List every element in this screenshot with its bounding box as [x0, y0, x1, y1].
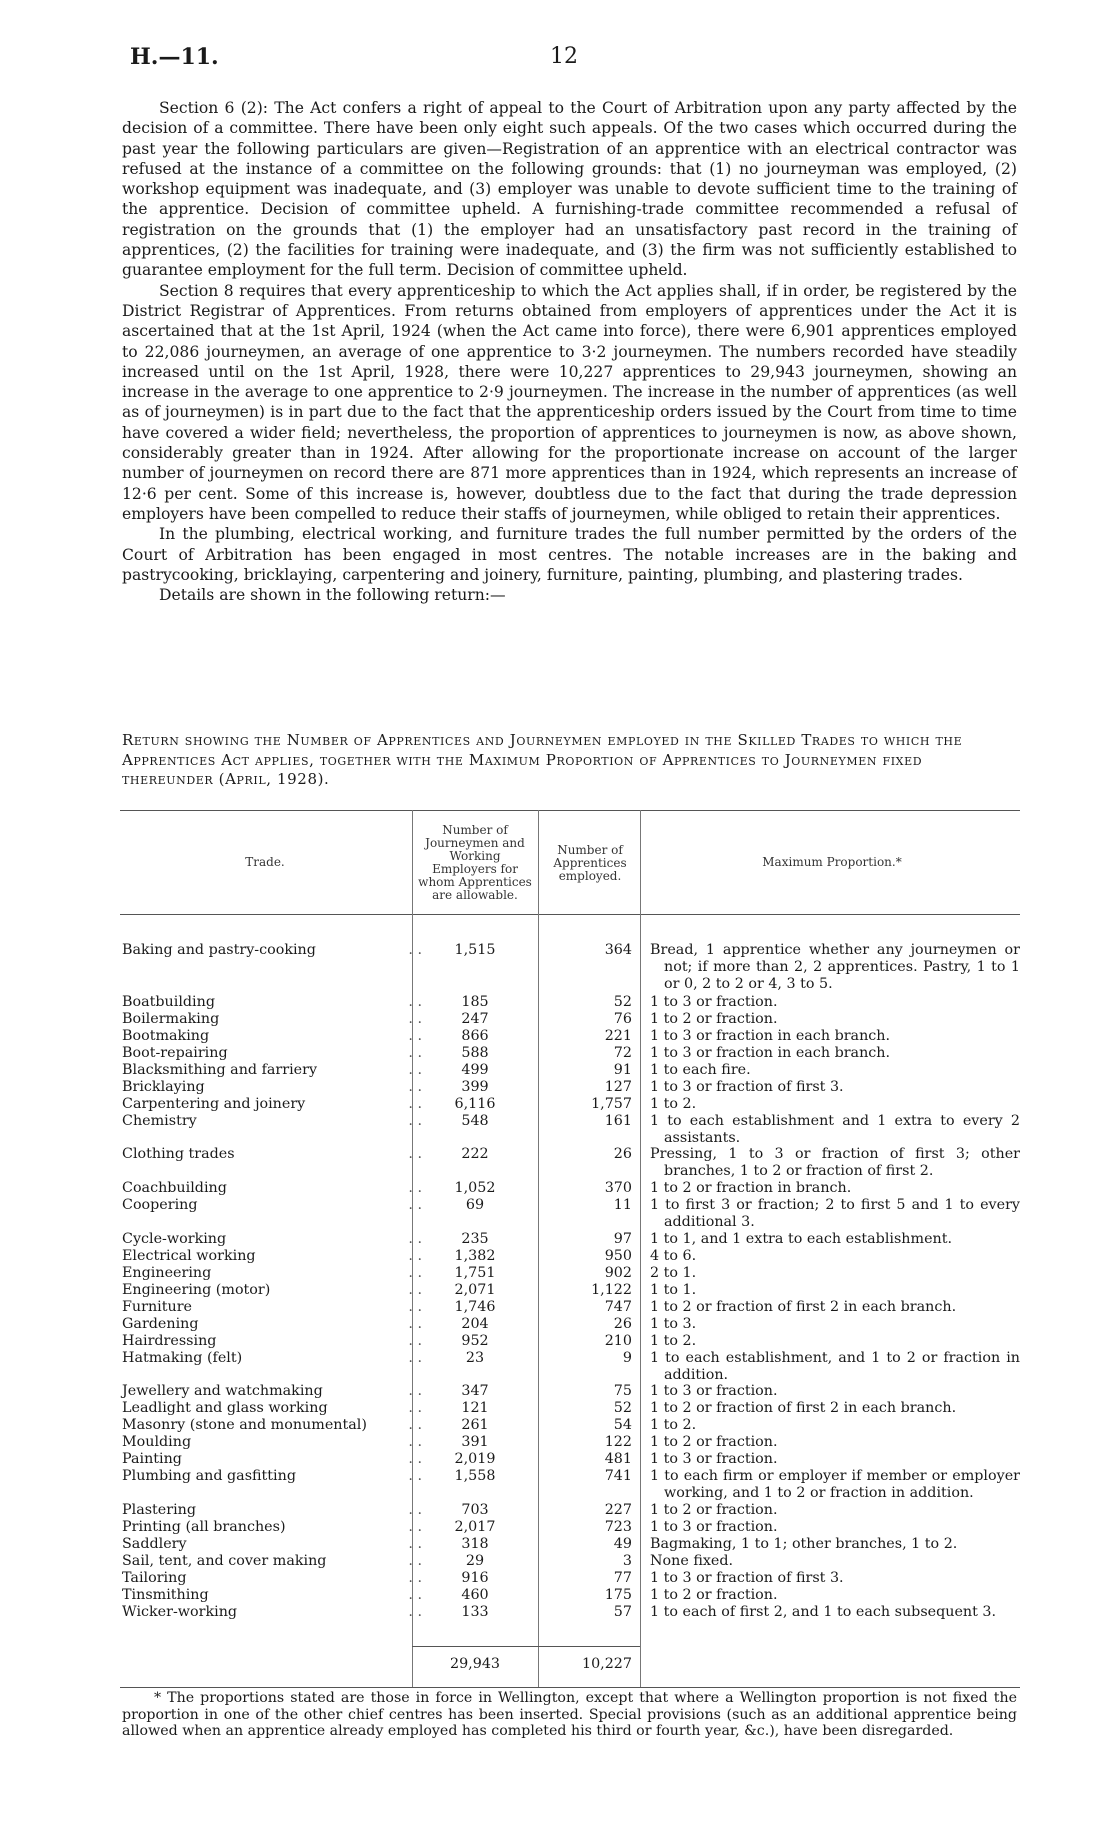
- proportion-cell: Bread, 1 apprentice whether any journeymen or not; if more than 2, 2 apprentices. Pastry, 1 to 1 or 0, 2 to 2 or 4, 3 to 5.: [650, 942, 1020, 993]
- leader-dots: . .: [408, 1096, 422, 1112]
- trade-cell: Blacksmithing and farriery: [122, 1062, 318, 1078]
- leader-dots: . .: [408, 1468, 422, 1484]
- journeymen-cell: 121: [461, 1400, 489, 1416]
- trade-cell: Electrical working: [122, 1248, 256, 1264]
- proportion-cell: 1 to 3 or fraction of first 3.: [650, 1079, 844, 1095]
- journeymen-cell: 2,019: [454, 1451, 496, 1467]
- trade-cell: Clothing trades: [122, 1146, 235, 1162]
- header-rule: [120, 914, 1020, 915]
- paragraph: Details are shown in the following return:—: [159, 586, 506, 605]
- journeymen-cell: 391: [461, 1434, 489, 1450]
- column-divider: [538, 810, 539, 1687]
- leader-dots: . .: [408, 1553, 422, 1569]
- leader-dots: . .: [408, 1451, 422, 1467]
- footnote-text: * The proportions stated are those in force in Wellington, except that where a Wellington proportion is not fixed the proportion in one of the other chief centres has been inserted. Special provisions (such as an additional apprentice being allowed when an apprentice already employed has completed his third or fourth year, &c.), have been disregarded.: [122, 1690, 1017, 1739]
- proportion-cell: 1 to 2 or fraction of first 2 in each branch.: [650, 1299, 957, 1315]
- leader-dots: . .: [408, 1011, 422, 1027]
- apprentices-cell: 3: [622, 1553, 632, 1569]
- journeymen-cell: 2,071: [454, 1282, 496, 1298]
- proportion-cell: 2 to 1.: [650, 1265, 697, 1281]
- proportion-cell: 1 to 3 or fraction.: [650, 1519, 778, 1535]
- trade-cell: Bricklaying: [122, 1079, 205, 1095]
- apprentices-cell: 54: [613, 1417, 632, 1433]
- journeymen-cell: 1,746: [454, 1299, 496, 1315]
- paragraph: Section 6 (2): The Act confers a right of appeal to the Court of Arbitration upon any party affected by the decision of a committee. There have been only eight such appeals. Of the two cases which occurred during the past year the following particulars are given—Registration of an apprentice with an electrical contractor was refused at the instance of a committee on the following grounds: that (1) no journeyman was employed, (2) workshop equipment was inadequate, and (3) employer was unable to devote sufficient time to the training of the apprentice. Decision of committee upheld. A furnishing-trade committee recommended a refusal of registration on the grounds that (1) the employer had an unsatisfactory past record in the training of apprentices, (2) the facilities for training were inadequate, and (3) the firm was not sufficiently established to guarantee employment for the full term. Decision of committee upheld.: [122, 99, 1017, 280]
- leader-dots: . .: [408, 1536, 422, 1552]
- proportion-cell: 1 to 3 or fraction of first 3.: [650, 1570, 844, 1586]
- leader-dots: . .: [408, 1062, 422, 1078]
- apprentices-cell: 52: [613, 1400, 632, 1416]
- journeymen-cell: 916: [461, 1570, 489, 1586]
- apprentices-cell: 57: [613, 1604, 632, 1620]
- apprentices-cell: 747: [604, 1299, 632, 1315]
- proportion-cell: None fixed.: [650, 1553, 734, 1569]
- document-reference: H.—11.: [130, 44, 219, 70]
- trade-cell: Moulding: [122, 1434, 192, 1450]
- leader-dots: . .: [408, 1299, 422, 1315]
- table-top-rule: [120, 810, 1020, 811]
- journeymen-cell: 318: [461, 1536, 489, 1552]
- journeymen-cell: 460: [461, 1587, 489, 1603]
- trade-cell: Cycle-working: [122, 1231, 227, 1247]
- proportion-cell: 1 to 2 or fraction.: [650, 1587, 778, 1603]
- header-journeymen: Number of Journeymen and Working Employers for whom Apprentices are allowable.: [418, 823, 532, 902]
- leader-dots: . .: [408, 1146, 422, 1162]
- apprentices-cell: 9: [622, 1350, 632, 1366]
- leader-dots: . .: [408, 1079, 422, 1095]
- apprentices-cell: 1,757: [591, 1096, 632, 1112]
- proportion-cell: 1 to 1.: [650, 1282, 697, 1298]
- trade-cell: Plumbing and gasfitting: [122, 1468, 296, 1484]
- leader-dots: . .: [408, 1434, 422, 1450]
- apprentices-cell: 210: [604, 1333, 632, 1349]
- trade-cell: Hairdressing: [122, 1333, 217, 1349]
- leader-dots: . .: [408, 1417, 422, 1433]
- leader-dots: . .: [408, 1265, 422, 1281]
- journeymen-cell: 1,558: [454, 1468, 496, 1484]
- proportion-cell: 1 to 3 or fraction.: [650, 1451, 778, 1467]
- apprentices-cell: 481: [604, 1451, 632, 1467]
- leader-dots: . .: [408, 1028, 422, 1044]
- journeymen-cell: 23: [465, 1350, 485, 1366]
- body-text: [122, 98, 1017, 605]
- proportion-cell: 1 to 1, and 1 extra to each establishment.: [650, 1231, 953, 1247]
- journeymen-cell: 247: [461, 1011, 489, 1027]
- trade-cell: Leadlight and glass working: [122, 1400, 328, 1416]
- journeymen-cell: 261: [461, 1417, 489, 1433]
- apprentices-cell: 221: [604, 1028, 632, 1044]
- journeymen-cell: 29: [465, 1553, 485, 1569]
- journeymen-cell: 185: [461, 994, 489, 1010]
- journeymen-cell: 1,382: [454, 1248, 496, 1264]
- leader-dots: . .: [408, 942, 422, 958]
- trade-cell: Wicker-working: [122, 1604, 238, 1620]
- proportion-cell: 1 to 2.: [650, 1333, 697, 1349]
- journeymen-cell: 347: [461, 1383, 489, 1399]
- trade-cell: Sail, tent, and cover making: [122, 1553, 327, 1569]
- apprentices-cell: 26: [613, 1146, 632, 1162]
- trade-cell: Plastering: [122, 1502, 197, 1518]
- proportion-cell: 1 to 2 or fraction of first 2 in each branch.: [650, 1400, 957, 1416]
- journeymen-cell: 204: [461, 1316, 489, 1332]
- apprentices-cell: 950: [604, 1248, 632, 1264]
- proportion-cell: 1 to each of first 2, and 1 to each subsequent 3.: [650, 1604, 997, 1620]
- footnote: [122, 1690, 1017, 1740]
- leader-dots: . .: [408, 1570, 422, 1586]
- journeymen-cell: 548: [461, 1113, 489, 1129]
- proportion-cell: 1 to 2 or fraction in branch.: [650, 1180, 852, 1196]
- page-number: 12: [550, 44, 578, 69]
- journeymen-cell: 703: [461, 1502, 489, 1518]
- proportion-cell: 1 to 2 or fraction.: [650, 1011, 778, 1027]
- trade-cell: Engineering (motor): [122, 1282, 271, 1298]
- apprentices-cell: 26: [613, 1316, 632, 1332]
- leader-dots: . .: [408, 1282, 422, 1298]
- apprentices-cell: 97: [613, 1231, 632, 1247]
- apprentices-cell: 175: [604, 1587, 632, 1603]
- apprentices-cell: 122: [604, 1434, 632, 1450]
- trade-cell: Furniture: [122, 1299, 192, 1315]
- journeymen-cell: 499: [461, 1062, 489, 1078]
- trade-cell: Boot-repairing: [122, 1045, 228, 1061]
- leader-dots: . .: [408, 1383, 422, 1399]
- trade-cell: Chemistry: [122, 1113, 197, 1129]
- journeymen-cell: 6,116: [454, 1096, 496, 1112]
- leader-dots: . .: [408, 1400, 422, 1416]
- trade-cell: Painting: [122, 1451, 182, 1467]
- proportion-cell: 1 to each establishment, and 1 to 2 or fraction in addition.: [650, 1350, 1020, 1384]
- leader-dots: . .: [408, 1113, 422, 1129]
- apprentices-cell: 11: [613, 1197, 632, 1213]
- header-apprentices: Number of Apprentices employed.: [553, 843, 627, 883]
- leader-dots: . .: [408, 1231, 422, 1247]
- proportion-cell: Bagmaking, 1 to 1; other branches, 1 to 2.: [650, 1536, 958, 1552]
- apprentices-cell: 1,122: [591, 1282, 632, 1298]
- proportion-cell: 1 to 3 or fraction in each branch.: [650, 1045, 891, 1061]
- apprentices-cell: 77: [613, 1570, 632, 1586]
- proportion-cell: 1 to each establishment and 1 extra to every 2 assistants.: [650, 1113, 1020, 1147]
- leader-dots: . .: [408, 1045, 422, 1061]
- trade-cell: Saddlery: [122, 1536, 187, 1552]
- apprentices-cell: 161: [604, 1113, 632, 1129]
- apprentices-cell: 723: [604, 1519, 632, 1535]
- apprentices-cell: 49: [613, 1536, 632, 1552]
- apprentices-cell: 227: [604, 1502, 632, 1518]
- proportion-cell: 1 to 3 or fraction in each branch.: [650, 1028, 891, 1044]
- table-title: Return showing the Number of Apprentices and Journeymen employed in the Skilled Trades to which the Apprentices Act applies, together with the Maximum Proportion of Apprentices to Journeymen fixed thereunder (April, 1928).: [122, 731, 963, 788]
- total-journeymen: 29,943: [449, 1656, 501, 1672]
- leader-dots: . .: [408, 1519, 422, 1535]
- trade-cell: Coopering: [122, 1197, 198, 1213]
- journeymen-cell: 1,751: [454, 1265, 496, 1281]
- trade-cell: Carpentering and joinery: [122, 1096, 306, 1112]
- apprentices-cell: 741: [604, 1468, 632, 1484]
- trade-cell: Boatbuilding: [122, 994, 215, 1010]
- journeymen-cell: 588: [461, 1045, 489, 1061]
- trade-cell: Tinsmithing: [122, 1587, 209, 1603]
- paragraph: In the plumbing, electrical working, and furniture trades the full number permitted by the orders of the Court of Arbitration has been engaged in most centres. The notable increases are in the baking and pastrycooking, bricklaying, carpentering and joinery, furniture, painting, plumbing, and plastering trades.: [122, 525, 1017, 584]
- leader-dots: . .: [408, 1604, 422, 1620]
- journeymen-cell: 399: [461, 1079, 489, 1095]
- header-trade: Trade.: [245, 855, 285, 869]
- journeymen-cell: 2,017: [454, 1519, 496, 1535]
- journeymen-cell: 222: [461, 1146, 489, 1162]
- trade-cell: Boilermaking: [122, 1011, 220, 1027]
- apprentices-cell: 902: [604, 1265, 632, 1281]
- journeymen-cell: 1,052: [454, 1180, 496, 1196]
- leader-dots: . .: [408, 1180, 422, 1196]
- leader-dots: . .: [408, 1333, 422, 1349]
- proportion-cell: 1 to first 3 or fraction; 2 to first 5 and 1 to every additional 3.: [650, 1197, 1020, 1231]
- leader-dots: . .: [408, 1502, 422, 1518]
- totals-rule: [412, 1646, 640, 1647]
- proportion-cell: 1 to 2 or fraction.: [650, 1502, 778, 1518]
- leader-dots: . .: [408, 1248, 422, 1264]
- trade-cell: Bootmaking: [122, 1028, 210, 1044]
- proportion-cell: 1 to 3 or fraction.: [650, 1383, 778, 1399]
- trade-cell: Hatmaking (felt): [122, 1350, 243, 1366]
- proportion-cell: 1 to 3 or fraction.: [650, 994, 778, 1010]
- trade-cell: Printing (all branches): [122, 1519, 286, 1535]
- return-table: [120, 810, 1020, 1687]
- trade-cell: Gardening: [122, 1316, 199, 1332]
- trade-cell: Tailoring: [122, 1570, 187, 1586]
- column-divider: [640, 810, 641, 1687]
- leader-dots: . .: [408, 994, 422, 1010]
- header-proportion: Maximum Proportion.*: [762, 855, 902, 869]
- trade-cell: Jewellery and watchmaking: [122, 1383, 323, 1399]
- journeymen-cell: 1,515: [454, 942, 496, 958]
- apprentices-cell: 364: [604, 942, 632, 958]
- proportion-cell: Pressing, 1 to 3 or fraction of first 3; other branches, 1 to 2 or fraction of first 2.: [650, 1146, 1020, 1180]
- leader-dots: . .: [408, 1316, 422, 1332]
- apprentices-cell: 75: [613, 1383, 632, 1399]
- leader-dots: . .: [408, 1197, 422, 1213]
- apprentices-cell: 72: [613, 1045, 632, 1061]
- proportion-cell: 4 to 6.: [650, 1248, 697, 1264]
- total-apprentices: 10,227: [581, 1656, 632, 1672]
- trade-cell: Coachbuilding: [122, 1180, 227, 1196]
- leader-dots: . .: [408, 1350, 422, 1366]
- apprentices-cell: 127: [604, 1079, 632, 1095]
- proportion-cell: 1 to each firm or employer if member or employer working, and 1 to 2 or fraction in addition.: [650, 1468, 1020, 1502]
- proportion-cell: 1 to 2.: [650, 1417, 697, 1433]
- journeymen-cell: 952: [461, 1333, 489, 1349]
- trade-cell: Baking and pastry-cooking: [122, 942, 316, 958]
- trade-cell: Masonry (stone and monumental): [122, 1417, 367, 1433]
- journeymen-cell: 235: [461, 1231, 489, 1247]
- journeymen-cell: 133: [461, 1604, 489, 1620]
- leader-dots: . .: [408, 1587, 422, 1603]
- proportion-cell: 1 to 2.: [650, 1096, 697, 1112]
- proportion-cell: 1 to each fire.: [650, 1062, 751, 1078]
- journeymen-cell: 69: [465, 1197, 485, 1213]
- proportion-cell: 1 to 3.: [650, 1316, 697, 1332]
- proportion-cell: 1 to 2 or fraction.: [650, 1434, 778, 1450]
- trade-cell: Engineering: [122, 1265, 212, 1281]
- apprentices-cell: 52: [613, 994, 632, 1010]
- apprentices-cell: 76: [613, 1011, 632, 1027]
- journeymen-cell: 866: [461, 1028, 489, 1044]
- paragraph: Section 8 requires that every apprenticeship to which the Act applies shall, if in order, be registered by the District Registrar of Apprentices. From returns obtained from employers of apprentices under the Act it is ascertained that at the 1st April, 1924 (when the Act came into force), there were 6,901 apprentices employed to 22,086 journeymen, an average of one apprentice to 3·2 journeymen. The numbers recorded have steadily increased until on the 1st April, 1928, there were 10,227 apprentices to 29,943 journeymen, showing an increase in the average to one apprentice to 2·9 journeymen. The increase in the number of apprentices (as well as of journeymen) is in part due to the fact that the apprenticeship orders issued by the Court from time to time have covered a wider field; nevertheless, the proportion of apprentices to journeymen is now, as above shown, considerably greater than in 1924. After allowing for the proportionate increase on account of the larger number of journeymen on record there are 871 more apprentices than in 1924, which represents an increase of 12·6 per cent. Some of this increase is, however, doubtless due to the fact that during the trade depression employers have been compelled to reduce their staffs of journeymen, while obliged to retain their apprentices.: [122, 281, 1017, 523]
- apprentices-cell: 91: [613, 1062, 632, 1078]
- apprentices-cell: 370: [604, 1180, 632, 1196]
- table-bottom-rule: [120, 1687, 1020, 1688]
